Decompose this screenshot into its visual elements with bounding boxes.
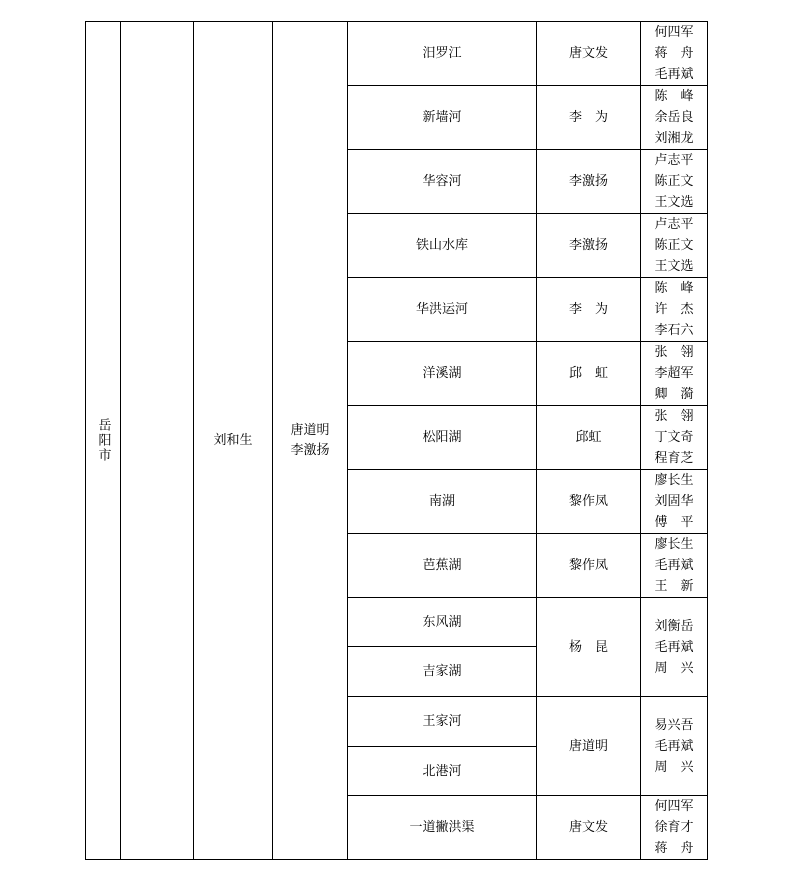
responsible-name: 刘固华 [654, 494, 694, 509]
river-chief: 唐文发 [537, 22, 641, 86]
river-name: 松阳湖 [348, 406, 537, 470]
responsible-cell [641, 796, 708, 860]
responsible-name: 李超军 [654, 366, 694, 381]
river-name: 华容河 [348, 150, 537, 214]
responsible-name: 蒋 舟 [654, 46, 694, 61]
river-chief: 李激扬 [537, 150, 641, 214]
river-name: 铁山水库 [348, 214, 537, 278]
river-name: 华洪运河 [348, 278, 537, 342]
responsible-cell [641, 697, 708, 796]
responsible-cell [641, 598, 708, 697]
river-name: 南湖 [348, 470, 537, 534]
river-name: 洋溪湖 [348, 342, 537, 406]
responsible-name: 何四军 [654, 25, 694, 40]
responsible-name: 李石六 [654, 323, 694, 338]
responsible-cell [641, 278, 708, 342]
river-name: 吉家湖 [348, 647, 537, 697]
river-chief: 邱虹 [537, 406, 641, 470]
responsible-name: 卢志平 [654, 153, 694, 168]
responsible-name: 刘衡岳 [654, 618, 694, 634]
responsible-cell [641, 534, 708, 598]
responsible-name: 卿 漪 [654, 387, 694, 402]
responsible-name: 王文选 [654, 259, 694, 274]
city-cell: 岳阳市 [86, 22, 121, 860]
responsible-cell [641, 150, 708, 214]
deputy-name: 唐道明 [290, 422, 330, 438]
responsible-cell [641, 470, 708, 534]
river-chief-table [85, 21, 708, 860]
river-name: 北港河 [348, 747, 537, 796]
river-name: 一道撇洪渠 [348, 796, 537, 860]
responsible-name: 周 兴 [654, 759, 694, 775]
river-chief: 唐道明 [537, 697, 641, 796]
river-chief: 李 为 [537, 278, 641, 342]
river-chief: 唐文发 [537, 796, 641, 860]
responsible-name: 毛再斌 [654, 67, 694, 82]
responsible-name: 余岳良 [654, 110, 694, 125]
river-chief: 李 为 [537, 86, 641, 150]
responsible-cell [641, 86, 708, 150]
responsible-name: 王 新 [654, 579, 694, 594]
river-chief: 黎作凤 [537, 534, 641, 598]
table-row [86, 22, 708, 86]
blank-cell [121, 22, 194, 860]
responsible-name: 王文选 [654, 195, 694, 210]
river-name: 王家河 [348, 697, 537, 747]
responsible-name: 徐育才 [654, 820, 694, 835]
responsible-name: 卢志平 [654, 217, 694, 232]
deputy-name: 李激扬 [290, 442, 330, 458]
responsible-name: 陈正文 [654, 174, 694, 189]
responsible-name: 易兴吾 [654, 717, 694, 733]
responsible-name: 傅 平 [654, 515, 694, 530]
responsible-name: 毛再斌 [654, 558, 694, 573]
river-chief: 黎作凤 [537, 470, 641, 534]
responsible-name: 陈正文 [654, 238, 694, 253]
river-name: 汨罗江 [348, 22, 537, 86]
responsible-name: 陈 峰 [654, 281, 694, 296]
leader-cell: 刘和生 [194, 22, 273, 860]
responsible-name: 刘湘龙 [654, 131, 694, 146]
responsible-name: 毛再斌 [654, 639, 694, 655]
responsible-name: 许 杰 [654, 302, 694, 317]
responsible-name: 张 翎 [654, 409, 694, 424]
responsible-name: 张 翎 [654, 345, 694, 360]
responsible-name: 陈 峰 [654, 89, 694, 104]
river-chief: 李激扬 [537, 214, 641, 278]
responsible-cell [641, 22, 708, 86]
responsible-name: 何四军 [654, 799, 694, 814]
river-chief: 杨 昆 [537, 598, 641, 697]
responsible-name: 廖长生 [654, 537, 694, 552]
responsible-name: 周 兴 [654, 660, 694, 676]
river-name: 新墙河 [348, 86, 537, 150]
responsible-cell [641, 214, 708, 278]
responsible-name: 廖长生 [654, 473, 694, 488]
responsible-name: 程育芝 [654, 451, 694, 466]
river-chief: 邱 虹 [537, 342, 641, 406]
responsible-name: 毛再斌 [654, 738, 694, 754]
responsible-name: 蒋 舟 [654, 841, 694, 856]
river-name: 东风湖 [348, 598, 537, 647]
responsible-name: 丁文奇 [654, 430, 694, 445]
deputies-cell [273, 22, 348, 860]
responsible-cell [641, 342, 708, 406]
responsible-cell [641, 406, 708, 470]
river-name: 芭蕉湖 [348, 534, 537, 598]
